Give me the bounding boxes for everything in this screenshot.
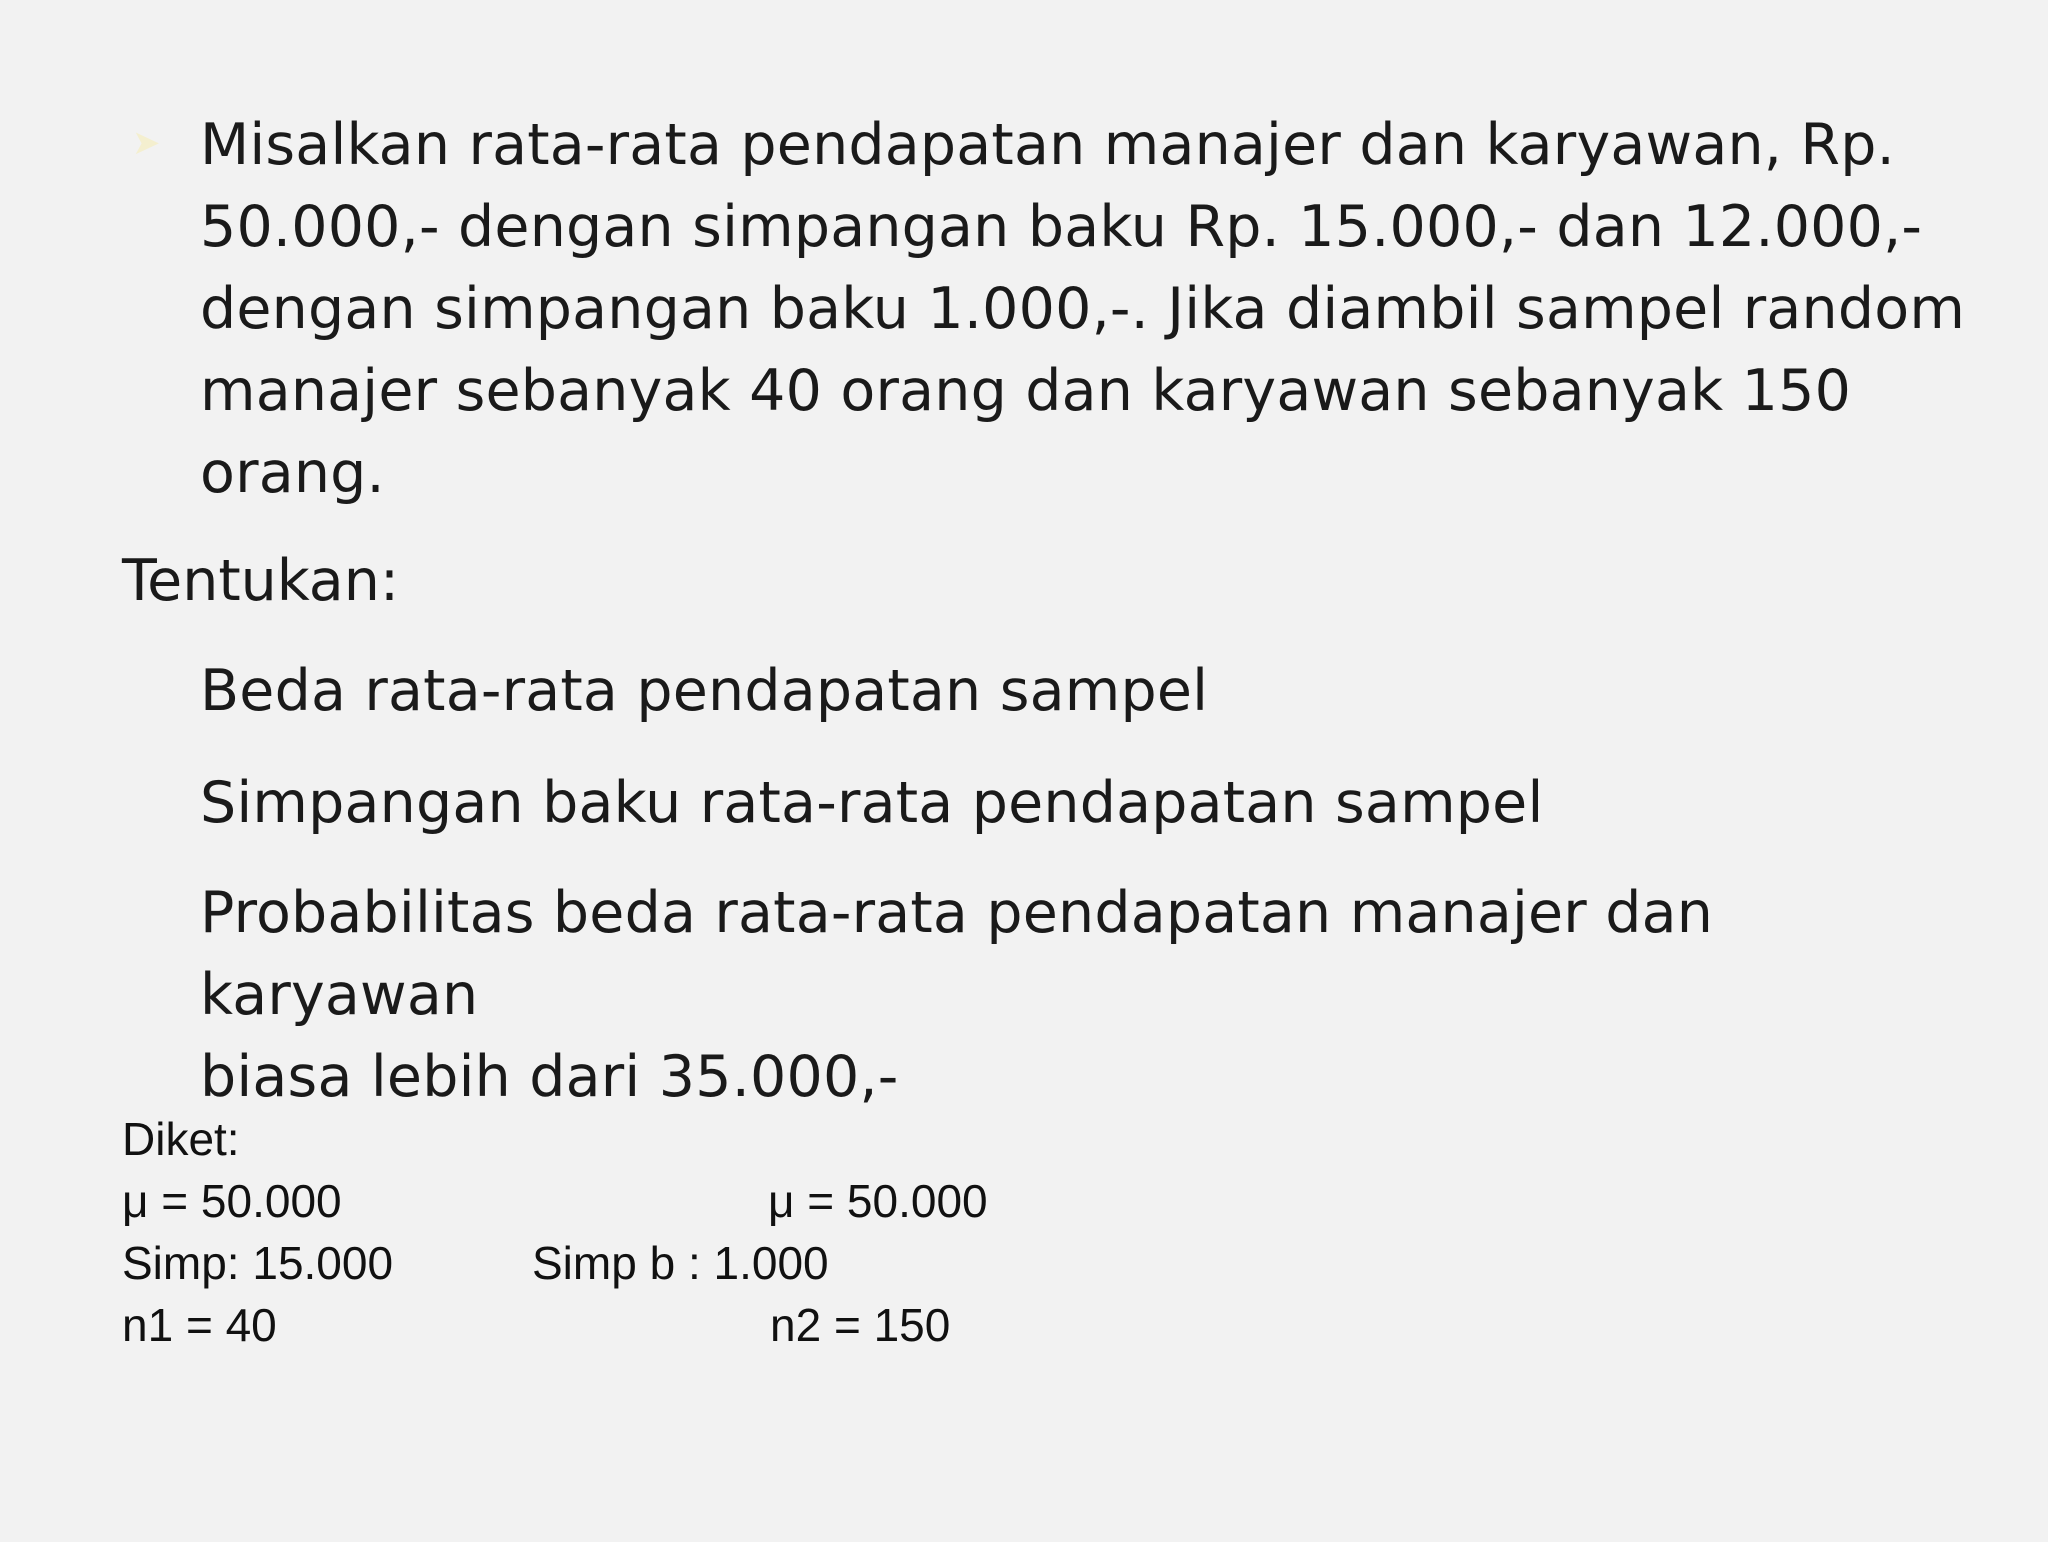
task-item-line: biasa lebih dari 35.000,- (200, 1044, 899, 1110)
known-row-stddev (122, 1232, 1122, 1294)
problem-line: Misalkan rata-rata pendapatan manajer dan karyawan, Rp. (200, 112, 1895, 178)
problem-line: dengan simpangan baku 1.000,-. Jika diambil sampel random (200, 276, 1966, 342)
problem-statement (200, 104, 2000, 514)
task-item-line: Probabilitas beda rata-rata pendapatan manajer dan karyawan (200, 880, 1714, 1028)
task-item (122, 872, 1972, 1110)
problem-line: manajer sebanyak 40 orang dan karyawan sebanyak 150 (200, 358, 1852, 424)
tasks-heading: Tentukan: (122, 548, 400, 614)
known-right-stddev: Simp b : 1.000 (532, 1237, 829, 1289)
problem-line: 50.000,- dengan simpangan baku Rp. 15.000,- dan 12.000,- (200, 194, 1923, 260)
known-left-stddev: Simp: 15.000 (122, 1237, 394, 1289)
known-left-mean: μ = 50.000 (122, 1175, 342, 1227)
known-left-samplesize: n1 = 40 (122, 1299, 277, 1351)
task-item (122, 650, 1972, 732)
problem-line: orang. (200, 440, 385, 506)
problem-bullet (122, 104, 1972, 524)
known-row-mean (122, 1170, 1122, 1232)
known-row-samplesize (122, 1294, 1122, 1356)
known-right-mean: μ = 50.000 (768, 1175, 988, 1227)
known-right-samplesize: n2 = 150 (770, 1299, 951, 1351)
known-title: Diket: (122, 1113, 240, 1165)
task-item-text: Simpangan baku rata-rata pendapatan sampel (200, 770, 1544, 836)
task-item (122, 762, 1972, 844)
task-item-text (200, 872, 2000, 1118)
arrow-bullet-icon: ➤ (132, 123, 161, 163)
task-item-text: Beda rata-rata pendapatan sampel (200, 658, 1209, 724)
